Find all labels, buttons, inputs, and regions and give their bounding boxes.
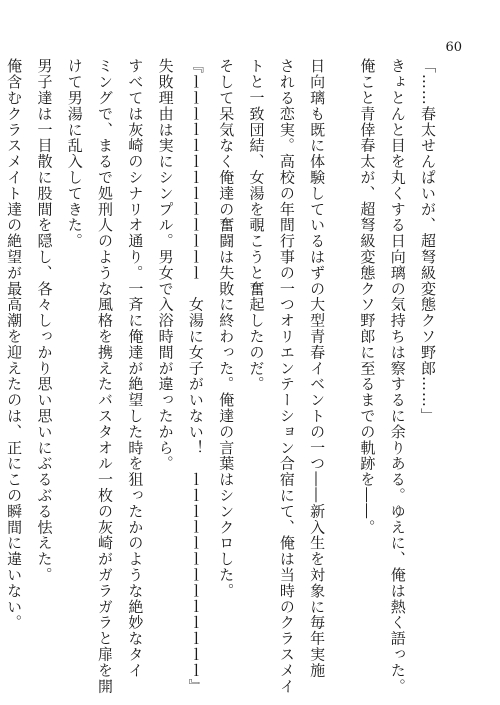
text-line: 『ｌｌｌｌｌｌｌｌｌｌｌｌｌ 女湯に女子がいない！ ｌｌｌｌｌｌｌｌｌｌｌｌｌ』: [186, 58, 205, 694]
text-line: けて男湯に乱入してきた。: [65, 58, 84, 249]
paragraph-gap: [332, 58, 352, 648]
text-line: 失敗理由は実にシンプル。男女で入浴時間が違ったから。: [156, 58, 175, 472]
text-line: すべては灰崎のシナリオ通り。一斉に俺達が絶望した時を狙ったかのような絶妙なタイ: [126, 58, 145, 679]
page-number: 60: [445, 40, 462, 55]
text-line: ミングで、まるで処刑人のような風格を携えたバスタオル一枚の灰崎がガラガラと扉を開: [96, 58, 115, 694]
text-line: トと一致団結、女湯を覗こうと奮起したのだ。: [247, 58, 266, 392]
body-text: [0, 58, 443, 694]
text-line: される恋実。高校の年間行事の一つオリエンテーション合宿にて、俺は当時のクラスメイ: [277, 58, 296, 694]
text-line: きょとんと目を丸くする日向璃の気持ちは察するに余りある。ゆえに、俺は熱く語った。: [388, 58, 407, 694]
text-line: そして呆気なく俺達の奮闘は失敗に終わった。俺達の言葉はシンクロした。: [217, 58, 236, 599]
text-line: 俺含むクラスメイト達の絶望が最高潮を迎えたのは、正にこの瞬間に違いない。: [5, 58, 24, 631]
text-line: 日向璃も既に体験しているはずの大型青春イベントの一つ――新入生を対象に毎年実施: [308, 58, 327, 679]
text-line: 俺こと青倖春太が、超弩級変態クソ野郎に至るまでの軌跡を――。: [358, 58, 377, 535]
text-line: 「……春太せんぱいが、超弩級変態クソ野郎……」: [419, 58, 437, 424]
text-line: 男子達は一目散に股間を隠し、各々しっかり思い思いにぶるぶる怯えた。: [35, 58, 54, 583]
